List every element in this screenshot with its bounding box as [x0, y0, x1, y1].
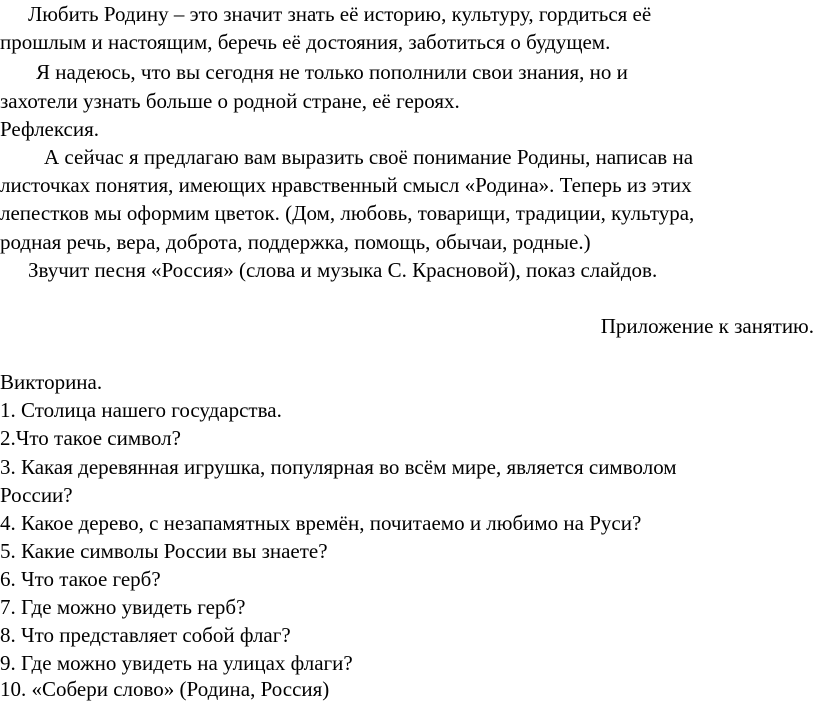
paragraph-line: А сейчас я предлагаю вам выразить своё понимание Родины, написав на [44, 145, 694, 169]
paragraph-line: Я надеюсь, что вы сегодня не только пополнили свои знания, но и [36, 60, 628, 84]
quiz-item: 7. Где можно увидеть герб? [0, 595, 246, 619]
paragraph-line: захотели узнать больше о родной стране, её героях. [0, 89, 460, 113]
quiz-item: 1. Столица нашего государства. [0, 398, 282, 422]
quiz-item: 4. Какое дерево, с незапамятных времён, почитаемо и любимо на Руси? [0, 511, 642, 535]
quiz-item: 6. Что такое герб? [0, 567, 161, 591]
quiz-item: 2.Что такое символ? [0, 426, 181, 450]
paragraph-line: лепестков мы оформим цветок. (Дом, любовь, товарищи, традиции, культура, [0, 201, 695, 225]
paragraph-line: листочках понятия, имеющих нравственный смысл «Родина». Теперь из этих [0, 173, 692, 197]
section-heading-reflection: Рефлексия. [0, 117, 100, 141]
quiz-item: 5. Какие символы России вы знаете? [0, 539, 328, 563]
paragraph-line: Любить Родину – это значит знать её историю, культуру, гордиться её [28, 2, 652, 26]
paragraph-line: прошлым и настоящим, беречь её достояния, заботиться о будущем. [0, 30, 611, 54]
quiz-title: Викторина. [0, 370, 103, 394]
paragraph-line: родная речь, вера, доброта, поддержка, помощь, обычаи, родные.) [0, 230, 591, 254]
quiz-item: 8. Что представляет собой флаг? [0, 623, 291, 647]
quiz-item: 3. Какая деревянная игрушка, популярная во всём мире, является символом [0, 455, 677, 479]
quiz-item: 10. «Собери слово» (Родина, Россия) [0, 677, 330, 701]
paragraph-line: Звучит песня «Россия» (слова и музыка С. Красновой), показ слайдов. [28, 258, 658, 282]
appendix-title: Приложение к занятию. [600, 314, 814, 338]
quiz-item: 9. Где можно увидеть на улицах флаги? [0, 651, 353, 675]
quiz-item: России? [0, 483, 73, 507]
